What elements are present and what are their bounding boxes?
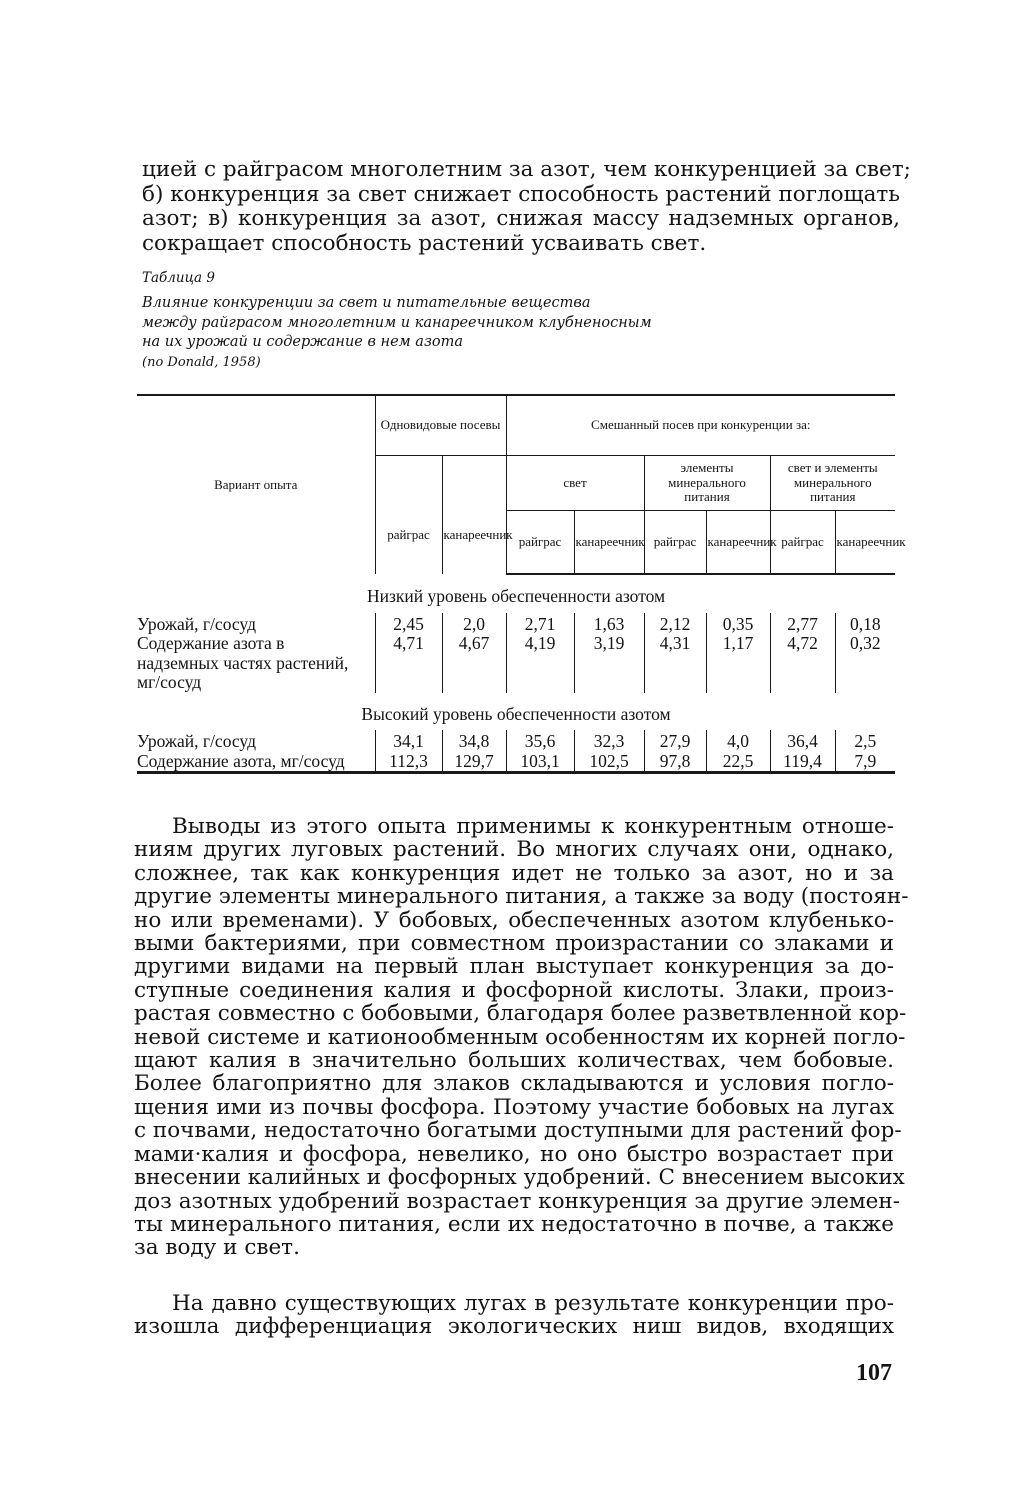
text-line: доз азотных удобрений возрастает конкуренция за другие элемен- bbox=[134, 1188, 900, 1214]
data-table bbox=[137, 394, 906, 774]
table-cell: 129,7 bbox=[442, 752, 506, 773]
row-label: Содержание азота в надземных частях растений, мг/сосуд bbox=[137, 633, 349, 692]
text-line: Выводы из этого опыта применимы к конкурентным отноше- bbox=[172, 814, 894, 839]
text-line: щения ими из почвы фосфора. Поэтому участие бобовых на лугах bbox=[134, 1094, 894, 1120]
table-label: Таблица 9 bbox=[142, 270, 215, 286]
table-cell: 4,19 bbox=[506, 634, 574, 693]
text-line: сложнее, так как конкуренция идет не только за азот, но и за bbox=[134, 860, 894, 886]
header-mineral: элементы минерального питания bbox=[644, 456, 770, 511]
text-line: выми бактериями, при совместном произрастании со злаками и bbox=[134, 931, 894, 957]
table-cell: 32,3 bbox=[574, 730, 644, 752]
page-number: 107 bbox=[856, 1360, 892, 1386]
text-line: внесении калийных и фосфорных удобрений. С внесением высоких bbox=[134, 1165, 905, 1191]
section-title-high-nitrogen: Высокий уровень обеспеченности азотом bbox=[361, 703, 671, 724]
intro-paragraph bbox=[142, 157, 911, 256]
table-cell: 34,1 bbox=[375, 730, 442, 752]
table-row bbox=[137, 752, 895, 773]
table-cell: 2,77 bbox=[770, 613, 835, 635]
table-cell: 34,8 bbox=[442, 730, 506, 752]
body-paragraph-2 bbox=[134, 1292, 894, 1339]
header-single-ryegrass: райграс bbox=[375, 456, 442, 575]
table-cell: 2,0 bbox=[442, 613, 506, 635]
table-cell: 0,35 bbox=[706, 613, 770, 635]
header-light-and-mineral: свет и элементы минерального питания bbox=[770, 456, 895, 511]
table-cell: 1,63 bbox=[574, 613, 644, 635]
text-line: ниям других луговых растений. Во многих случаях они, однако, bbox=[134, 837, 894, 863]
text-line: сокращает способность растений усваивать свет. bbox=[142, 230, 707, 256]
table-cell: 36,4 bbox=[770, 730, 835, 752]
text-line: но или временами). У бобовых, обеспеченных азотом клубенько- bbox=[134, 907, 894, 933]
table-row bbox=[137, 730, 895, 752]
text-line: невой системе и катионообменным особенностям их корней погло- bbox=[134, 1024, 906, 1050]
table-cell: 2,45 bbox=[375, 613, 442, 635]
row-label: Урожай, г/сосуд bbox=[137, 613, 256, 634]
table-cell: 4,72 bbox=[770, 634, 835, 693]
table-cell: 4,67 bbox=[442, 634, 506, 693]
table-cell: 4,31 bbox=[644, 634, 706, 693]
text-line: изошла дифференциация экологических ниш видов, входящих bbox=[134, 1314, 894, 1340]
row-label: Урожай, г/сосуд bbox=[137, 731, 256, 751]
table-row bbox=[137, 634, 895, 693]
table-cell: 102,5 bbox=[574, 752, 644, 773]
table-cell: 22,5 bbox=[706, 752, 770, 773]
header-light-canary: канареечник bbox=[574, 511, 644, 575]
text-line: щают калия в значительно больших количествах, чем бобовые. bbox=[134, 1048, 894, 1074]
text-line: другие элементы минерального питания, а также за воду (постоян- bbox=[134, 884, 909, 910]
table-cell: 4,71 bbox=[375, 634, 442, 693]
text-line: азот; в) конкуренция за азот, снижая массу надземных органов, bbox=[142, 206, 900, 232]
table-cell: 1,17 bbox=[706, 634, 770, 693]
text-line: другими видами на первый план выступает конкуренция за до- bbox=[134, 954, 894, 980]
table-cell: 3,19 bbox=[574, 634, 644, 693]
table-cell: 35,6 bbox=[506, 730, 574, 752]
text-line: На давно существующих лугах в результате конкуренции про- bbox=[172, 1291, 894, 1316]
header-variant: Вариант опыта bbox=[137, 395, 375, 574]
text-line: мами·калия и фосфора, невелико, но оно быстро возрастает при bbox=[134, 1141, 894, 1167]
table-caption bbox=[142, 294, 742, 372]
table-cell: 103,1 bbox=[506, 752, 574, 773]
header-mineral-canary: канареечник bbox=[706, 511, 770, 575]
table-cell: 112,3 bbox=[375, 752, 442, 773]
header-mineral-ryegrass: райграс bbox=[644, 511, 706, 575]
caption-line: на их урожай и содержание в нем азота bbox=[142, 334, 463, 350]
table-cell: 2,5 bbox=[835, 730, 895, 752]
text-line: с почвами, недостаточно богатыми доступными для растений фор- bbox=[134, 1118, 902, 1144]
text-line: Более благоприятно для злаков складываются и условия погло- bbox=[134, 1071, 894, 1097]
table-cell: 7,9 bbox=[835, 752, 895, 773]
section-title-low-nitrogen: Низкий уровень обеспеченности азотом bbox=[366, 586, 666, 606]
caption-line: между райграсом многолетним и канареечником клубненосным bbox=[142, 314, 652, 331]
table-cell: 2,71 bbox=[506, 613, 574, 635]
caption-line: Влияние конкуренции за свет и питательные вещества bbox=[142, 295, 591, 311]
row-label: Содержание азота, мг/сосуд bbox=[137, 752, 375, 773]
table-cell: 97,8 bbox=[644, 752, 706, 773]
data-table-container bbox=[137, 394, 906, 774]
text-line: б) конкуренция за свет снижает способность растений поглощать bbox=[142, 181, 900, 207]
text-line: цией с райграсом многолетним за азот, чем конкуренцией за свет; bbox=[142, 157, 911, 182]
table-cell: 4,0 bbox=[706, 730, 770, 752]
table-cell: 119,4 bbox=[770, 752, 835, 773]
table-source: (по Donald, 1958) bbox=[142, 354, 261, 370]
text-line: за воду и свет. bbox=[134, 1235, 300, 1261]
table-cell: 0,18 bbox=[835, 613, 895, 635]
table-cell: 0,32 bbox=[835, 634, 895, 693]
table-row bbox=[137, 613, 895, 635]
header-light: свет bbox=[506, 456, 644, 511]
header-single-canary: канареечник bbox=[442, 456, 506, 575]
table-cell: 2,12 bbox=[644, 613, 706, 635]
table-cell: 27,9 bbox=[644, 730, 706, 752]
header-both-ryegrass: райграс bbox=[770, 511, 835, 575]
header-single-sowing: Одновидовые посевы bbox=[375, 395, 506, 456]
header-both-canary: канареечник bbox=[835, 511, 895, 575]
text-line: ты минерального питания, если их недостаточно в почве, а также bbox=[134, 1211, 894, 1237]
header-mixed-sowing: Смешанный посев при конкуренции за: bbox=[506, 395, 895, 456]
body-paragraph-1 bbox=[134, 814, 909, 1261]
text-line: ступные соединения калия и фосфорной кислоты. Злаки, произ- bbox=[134, 977, 894, 1003]
text-line: растая совместно с бобовыми, благодаря более разветвленной кор- bbox=[134, 1001, 907, 1027]
header-light-ryegrass: райграс bbox=[506, 511, 574, 575]
